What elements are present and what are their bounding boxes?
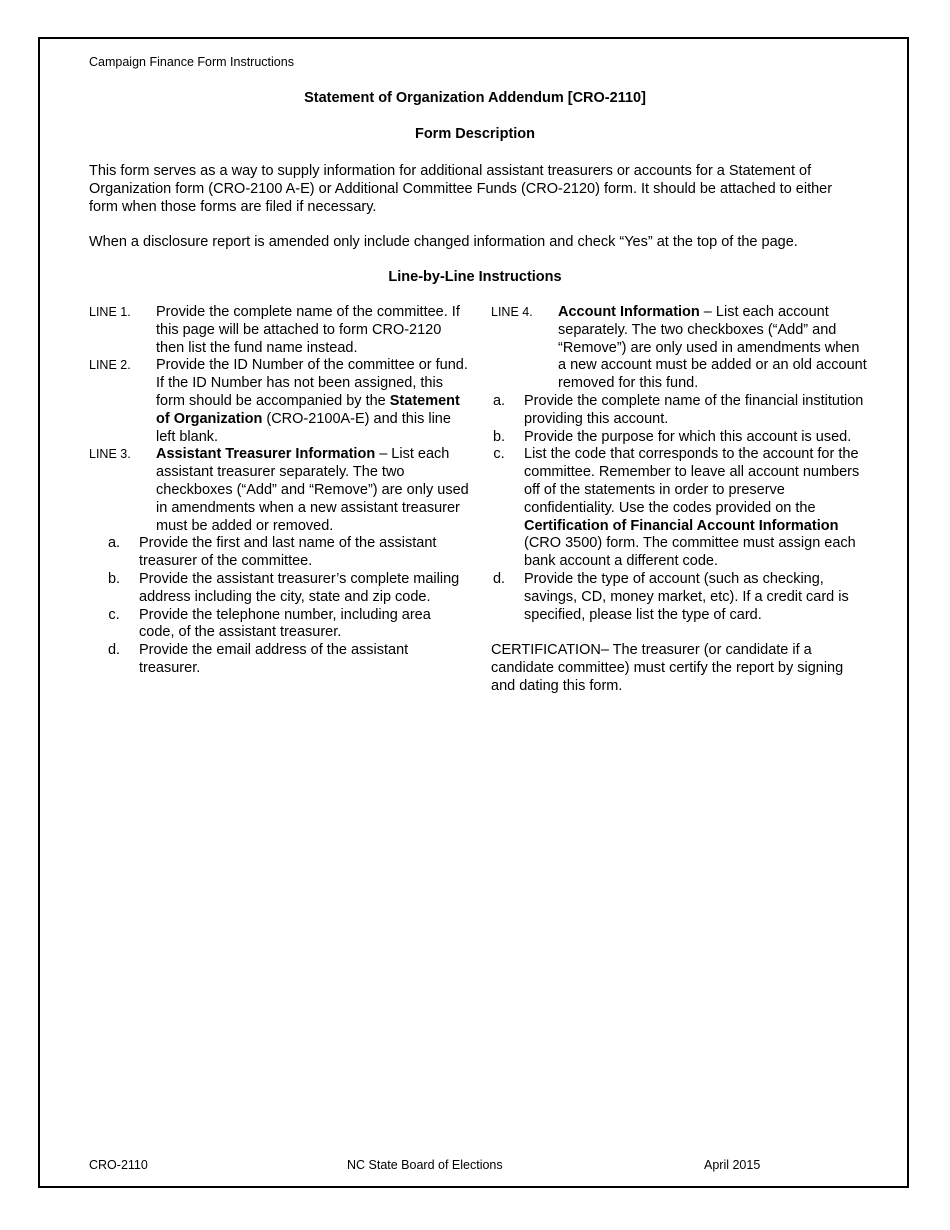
line-1-label: LINE 1. [89,305,131,319]
line-2-text-a: Provide the ID Number of the committee or fund. If the ID Number has not been assigned, this form should be accompanied by the [156,357,468,409]
page-title: Statement of Organization Addendum [CRO-2110] [304,90,646,106]
line-3-text [156,446,469,535]
sub-c-text-a: List the code that corresponds to the account for the committee. Remember to leave all account numbers off of the statements in order to preserve confidentiality. Use the codes provided on the [524,446,860,516]
sub-text [524,446,871,571]
amendment-paragraph: When a disclosure report is amended only include changed information and check “Yes” at the top of the page. [89,234,798,250]
sub-text: Provide the telephone number, including area code, of the assistant treasurer. [139,606,431,641]
line-4-label: LINE 4. [491,305,533,319]
line-2-bold: Statement of Organization [156,392,460,427]
line-4-sub-d [491,571,871,624]
footer-agency: NC State Board of Elections [347,1158,503,1172]
sub-label: c. [108,606,120,623]
instructions-right-column [491,304,871,696]
line-3-text-rest: – List each assistant treasurer separately. The two checkboxes (“Add” and “Remove”) are only used in amendments when a new assistant treasurer must be added or removed. [156,446,469,534]
instructions-left-column [89,304,469,678]
line-3-instruction [89,446,469,535]
sub-c-text-b: (CRO 3500) form. The committee must assign each bank account a different code. [524,535,856,570]
sub-text: Provide the first and last name of the assistant treasurer of the committee. [139,535,437,570]
sub-label: b. [492,428,506,445]
certification-paragraph: CERTIFICATION– The treasurer (or candidate if a candidate committee) must certify the report by signing and dating this form. [491,642,844,694]
sub-label: a. [107,535,121,552]
description-paragraph: This form serves as a way to supply information for additional assistant treasurers or accounts for a Statement of Organization form (CRO-2100 A-E) or Additional Committee Funds (CRO-2120) form. It should be attached to either form when those forms are filed if necessary. [89,163,833,215]
sub-label: a. [492,392,506,409]
line-4-text [558,304,871,393]
line-3-label: LINE 3. [89,447,131,462]
section-heading-form-description: Form Description [414,126,536,142]
footer-date: April 2015 [704,1158,761,1172]
line-2-label: LINE 2. [89,358,131,373]
sub-text: Provide the purpose for which this account is used. [524,428,852,445]
line-4-text-rest: – List each account separately. The two checkboxes (“Add” and “Remove”) are only used in amendments when a new account must be added or an old account removed for this fund. [558,304,867,392]
line-3-sub-b [89,571,469,607]
header-note: Campaign Finance Form Instructions [89,55,294,69]
line-4-bold: Account Information [558,304,700,320]
line-2-instruction [89,357,469,446]
section-heading-line-by-line: Line-by-Line Instructions [388,269,562,285]
sub-label: d. [492,570,506,587]
sub-label: d. [107,642,121,659]
line-1-instruction [89,304,469,357]
line-3-sub-c [89,607,469,643]
line-4-sub-a [491,393,871,429]
sub-c-bold: Certification of Financial Account Information [524,517,839,534]
line-2-text-b: (CRO-2100A-E) and this line left blank. [156,410,451,445]
sub-text: Provide the type of account (such as checking, savings, CD, money market, etc). If a credit card is specified, please list the type of card. [524,570,849,623]
sub-label: c. [493,446,505,463]
line-3-sub-d [89,642,469,678]
line-2-text [156,357,469,446]
footer-form-number: CRO-2110 [89,1158,148,1172]
line-4-instruction [491,304,871,393]
sub-text: Provide the email address of the assistant treasurer. [139,642,409,676]
line-4-sub-c [491,446,871,571]
sub-text: Provide the assistant treasurer’s complete mailing address including the city, state and zip code. [139,570,460,605]
line-3-bold: Assistant Treasurer Information [156,446,376,463]
line-4-sub-b [491,429,871,447]
sub-label: b. [107,570,121,587]
sub-text: Provide the complete name of the financial institution providing this account. [524,392,864,427]
line-1-text: Provide the complete name of the committee. If this page will be attached to form CRO-2120 then list the fund name instead. [156,304,460,356]
line-3-sub-a [89,535,469,571]
